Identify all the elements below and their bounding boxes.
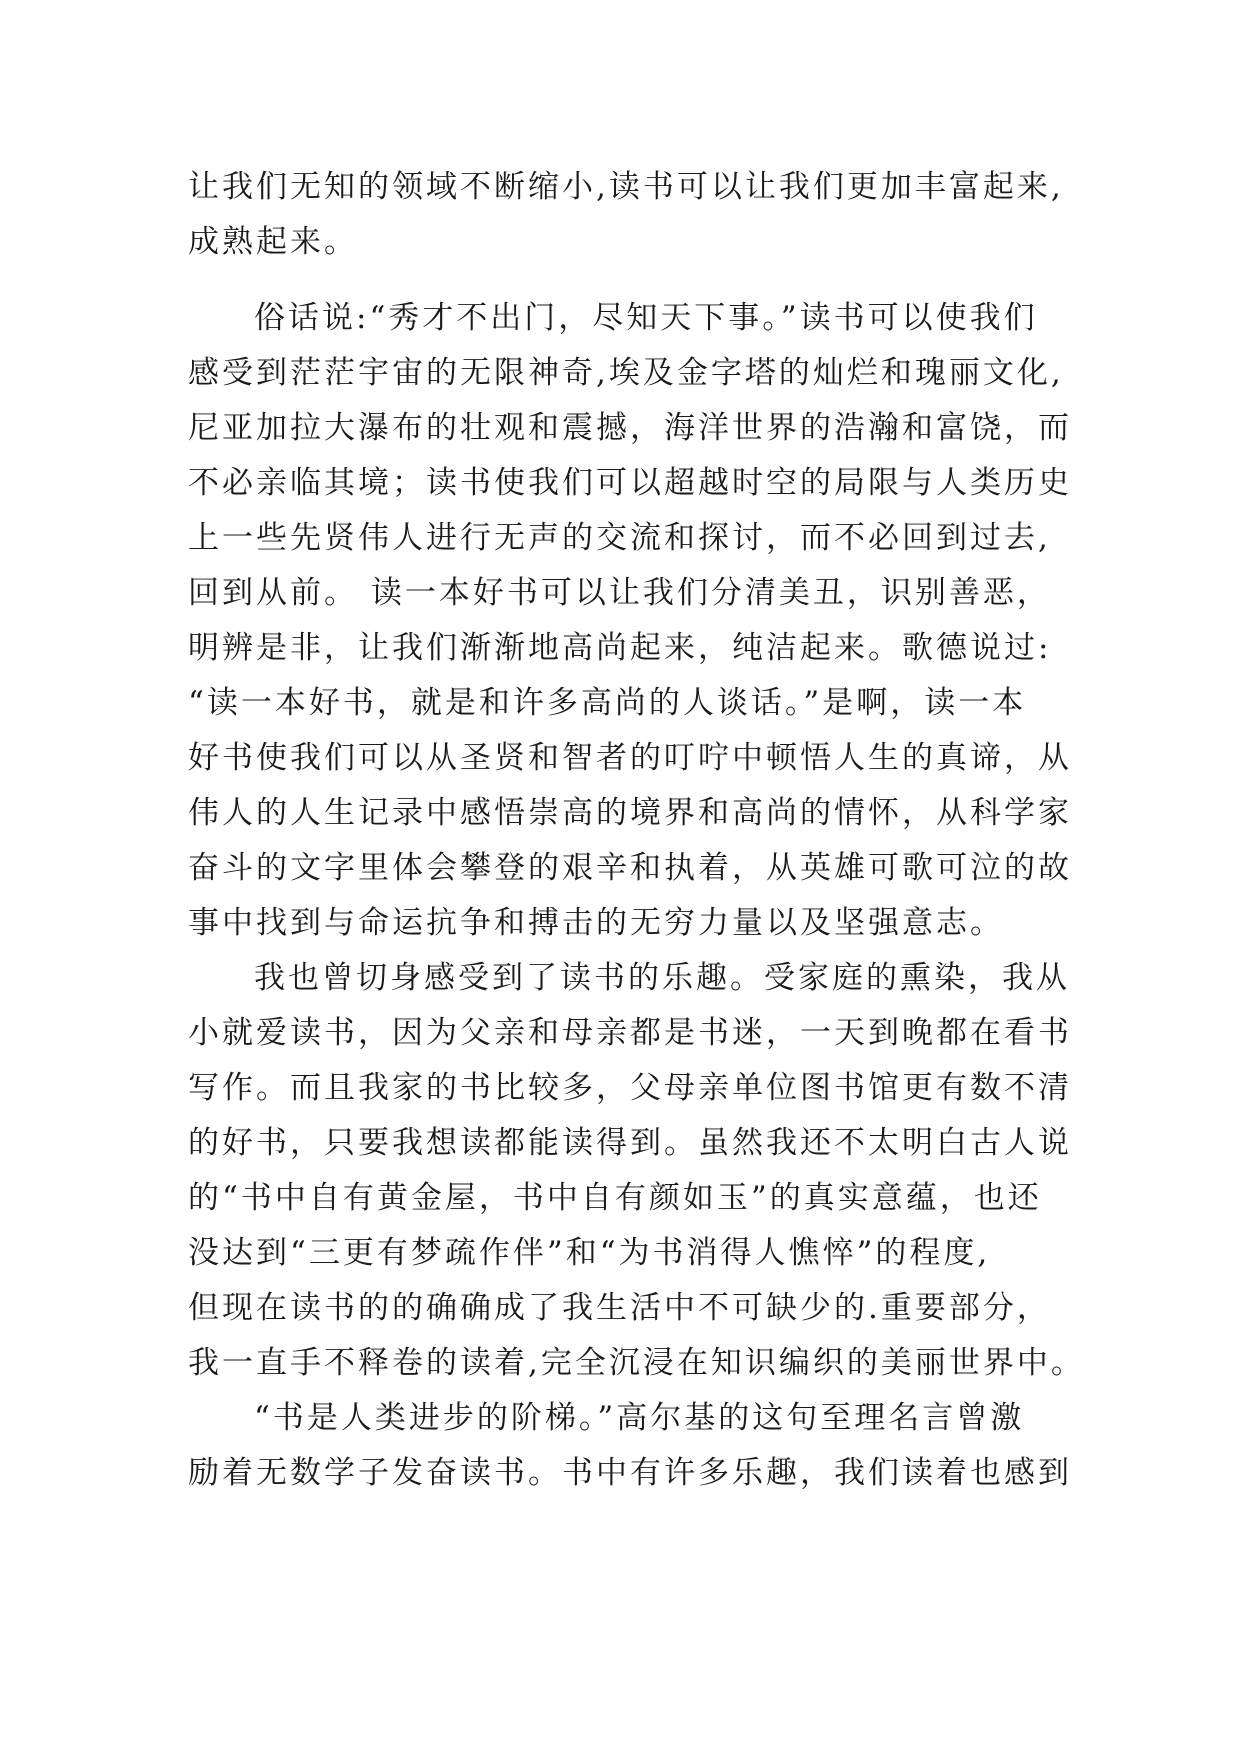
text-line: 尼亚加拉大瀑布的壮观和震撼，海洋世界的浩瀚和富饶，而 — [188, 410, 1072, 446]
text-line: 事中找到与命运抗争和搏击的无穷力量以及坚强意志。 — [188, 905, 1004, 941]
text-line: 励着无数学子发奋读书。书中有许多乐趣，我们读着也感到 — [188, 1455, 1072, 1491]
text-line: 没达到“三更有梦疏作伴”和“为书消得人憔悴”的程度, — [188, 1235, 991, 1271]
text-line: 感受到茫茫宇宙的无限神奇,埃及金字塔的灿烂和瑰丽文化, — [188, 355, 1064, 391]
text-line: 我也曾切身感受到了读书的乐趣。受家庭的熏染，我从 — [254, 960, 1070, 996]
text-line: 奋斗的文字里体会攀登的艰辛和执着，从英雄可歌可泣的故 — [188, 850, 1072, 886]
text-line: 好书使我们可以从圣贤和智者的叮咛中顿悟人生的真谛，从 — [188, 740, 1072, 776]
text-line: 的“书中自有黄金屋，书中自有颜如玉”的真实意蕴，也还 — [188, 1180, 1042, 1216]
text-line: 回到从前。 读一本好书可以让我们分清美丑，识别善恶， — [188, 575, 1051, 611]
text-line: 的好书，只要我想读都能读得到。虽然我还不太明白古人说 — [188, 1125, 1072, 1161]
text-line: 写作。而且我家的书比较多，父母亲单位图书馆更有数不清 — [188, 1070, 1072, 1106]
text-line: “读一本好书，就是和许多高尚的人谈话。”是啊，读一本 — [188, 685, 1027, 721]
text-line: 俗话说:“秀才不出门，尽知天下事。”读书可以使我们 — [254, 300, 1038, 336]
text-line: 小就爱读书，因为父亲和母亲都是书迷，一天到晚都在看书 — [188, 1015, 1072, 1051]
text-line: “书是人类进步的阶梯。”高尔基的这句至理名言曾激 — [254, 1400, 1025, 1436]
text-line: 伟人的人生记录中感悟崇高的境界和高尚的情怀，从科学家 — [188, 795, 1072, 831]
text-line: 上一些先贤伟人进行无声的交流和探讨，而不必回到过去, — [188, 520, 1051, 556]
body-text — [188, 160, 1088, 1501]
text-line: 成熟起来。 — [188, 224, 358, 260]
text-line: 让我们无知的领域不断缩小,读书可以让我们更加丰富起来, — [188, 169, 1064, 205]
text-line: 但现在读书的的确确成了我生活中不可缺少的.重要部分， — [188, 1290, 1051, 1326]
text-line: 不必亲临其境；读书使我们可以超越时空的局限与人类历史 — [188, 465, 1072, 501]
text-line: 明辨是非，让我们渐渐地高尚起来，纯洁起来。歌德说过: — [188, 630, 1052, 666]
text-line: 我一直手不释卷的读着,完全沉浸在知识编织的美丽世界中。 — [188, 1345, 1085, 1381]
